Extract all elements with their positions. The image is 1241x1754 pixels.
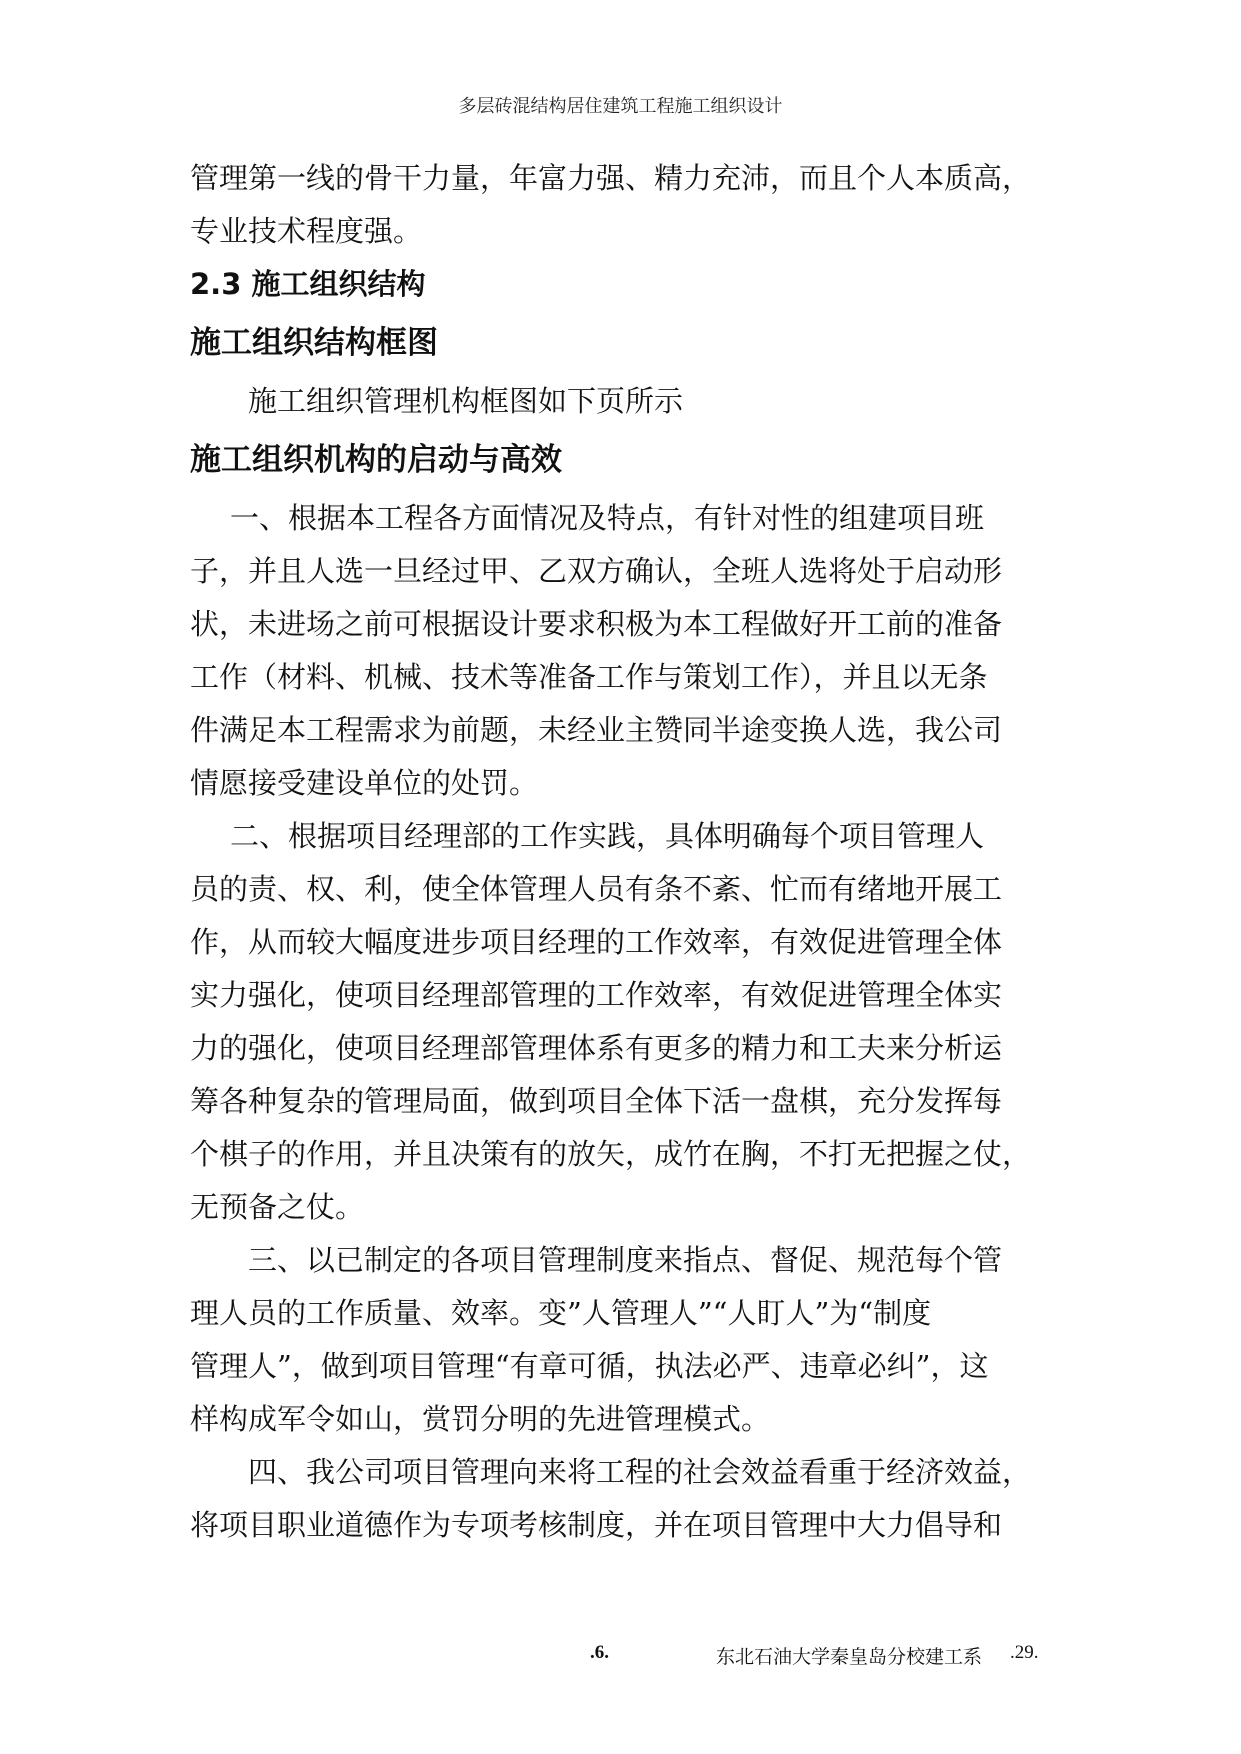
paragraph-3 bbox=[190, 1234, 1070, 1446]
page-footer bbox=[0, 1642, 1241, 1672]
text-line: 力的强化，使项目经理部管理体系有更多的精力和工夫来分析运 bbox=[190, 1031, 1003, 1065]
paragraph-4 bbox=[190, 1446, 1070, 1552]
subsection-heading-startup-efficiency: 施工组织机构的启动与高效 bbox=[190, 442, 562, 478]
subsection-heading-structure-chart: 施工组织结构框图 bbox=[190, 325, 438, 361]
text-line: 工作（材料、机械、技术等准备工作与策划工作），并且以无条 bbox=[190, 660, 988, 694]
institution-name: 东北石油大学秦皇岛分校建工系 bbox=[716, 1647, 983, 1668]
page-header: 多层砖混结构居住建筑工程施工组织设计 bbox=[458, 96, 783, 117]
text-line: 实力强化，使项目经理部管理的工作效率，有效促进管理全体实 bbox=[190, 978, 1003, 1012]
page-number: .6. bbox=[590, 1642, 609, 1663]
text-line: 施工组织管理机构框图如下页所示 bbox=[248, 384, 684, 418]
document-body bbox=[190, 152, 1070, 1552]
text-line: 四、我公司项目管理向来将工程的社会效益看重于经济效益， bbox=[248, 1455, 1032, 1489]
text-line: 作，从而较大幅度进步项目经理的工作效率，有效促进管理全体 bbox=[190, 925, 1003, 959]
text-line: 子，并且人选一旦经过甲、乙双方确认，全班人选将处于启动形 bbox=[190, 554, 1003, 588]
text-line: 筹各种复杂的管理局面，做到项目全体下活一盘棋，充分发挥每 bbox=[190, 1084, 1003, 1118]
text-line: 理人员的工作质量、效率。变”人管理人”“人盯人”为“制度 bbox=[190, 1296, 932, 1330]
text-line: 三、以已制定的各项目管理制度来指点、督促、规范每个管 bbox=[248, 1243, 1003, 1277]
paragraph-2 bbox=[190, 810, 1070, 1234]
text-line: 个棋子的作用，并且决策有的放矢，成竹在胸，不打无把握之仗， bbox=[190, 1137, 1032, 1171]
section-heading: 2.3 施工组织结构 bbox=[190, 267, 426, 301]
text-line: 管理第一线的骨干力量，年富力强、精力充沛，而且个人本质高， bbox=[190, 161, 1032, 195]
text-line: 管理人”，做到项目管理“有章可循，执法必严、违章必纠”，这 bbox=[190, 1349, 989, 1383]
text-line: 一、根据本工程各方面情况及特点，有针对性的组建项目班 bbox=[230, 501, 985, 535]
text-line: 状，未进场之前可根据设计要求积极为本工程做好开工前的准备 bbox=[190, 607, 1003, 641]
paragraph-1 bbox=[190, 492, 1070, 810]
text-line: 专业技术程度强。 bbox=[190, 214, 423, 248]
text-line: 将项目职业道德作为专项考核制度，并在项目管理中大力倡导和 bbox=[190, 1508, 1003, 1542]
text-line: 样构成军令如山，赏罚分明的先进管理模式。 bbox=[190, 1402, 771, 1436]
text-line: 二、根据项目经理部的工作实践，具体明确每个项目管理人 bbox=[230, 819, 985, 853]
text-line: 员的责、权、利，使全体管理人员有条不紊、忙而有绪地开展工 bbox=[190, 872, 1003, 906]
text-line: 情愿接受建设单位的处罚。 bbox=[190, 766, 539, 800]
text-line: 无预备之仗。 bbox=[190, 1190, 365, 1224]
text-line: 件满足本工程需求为前题，未经业主赞同半途变换人选，我公司 bbox=[190, 713, 1003, 747]
page-number-secondary: .29. bbox=[1010, 1642, 1039, 1663]
